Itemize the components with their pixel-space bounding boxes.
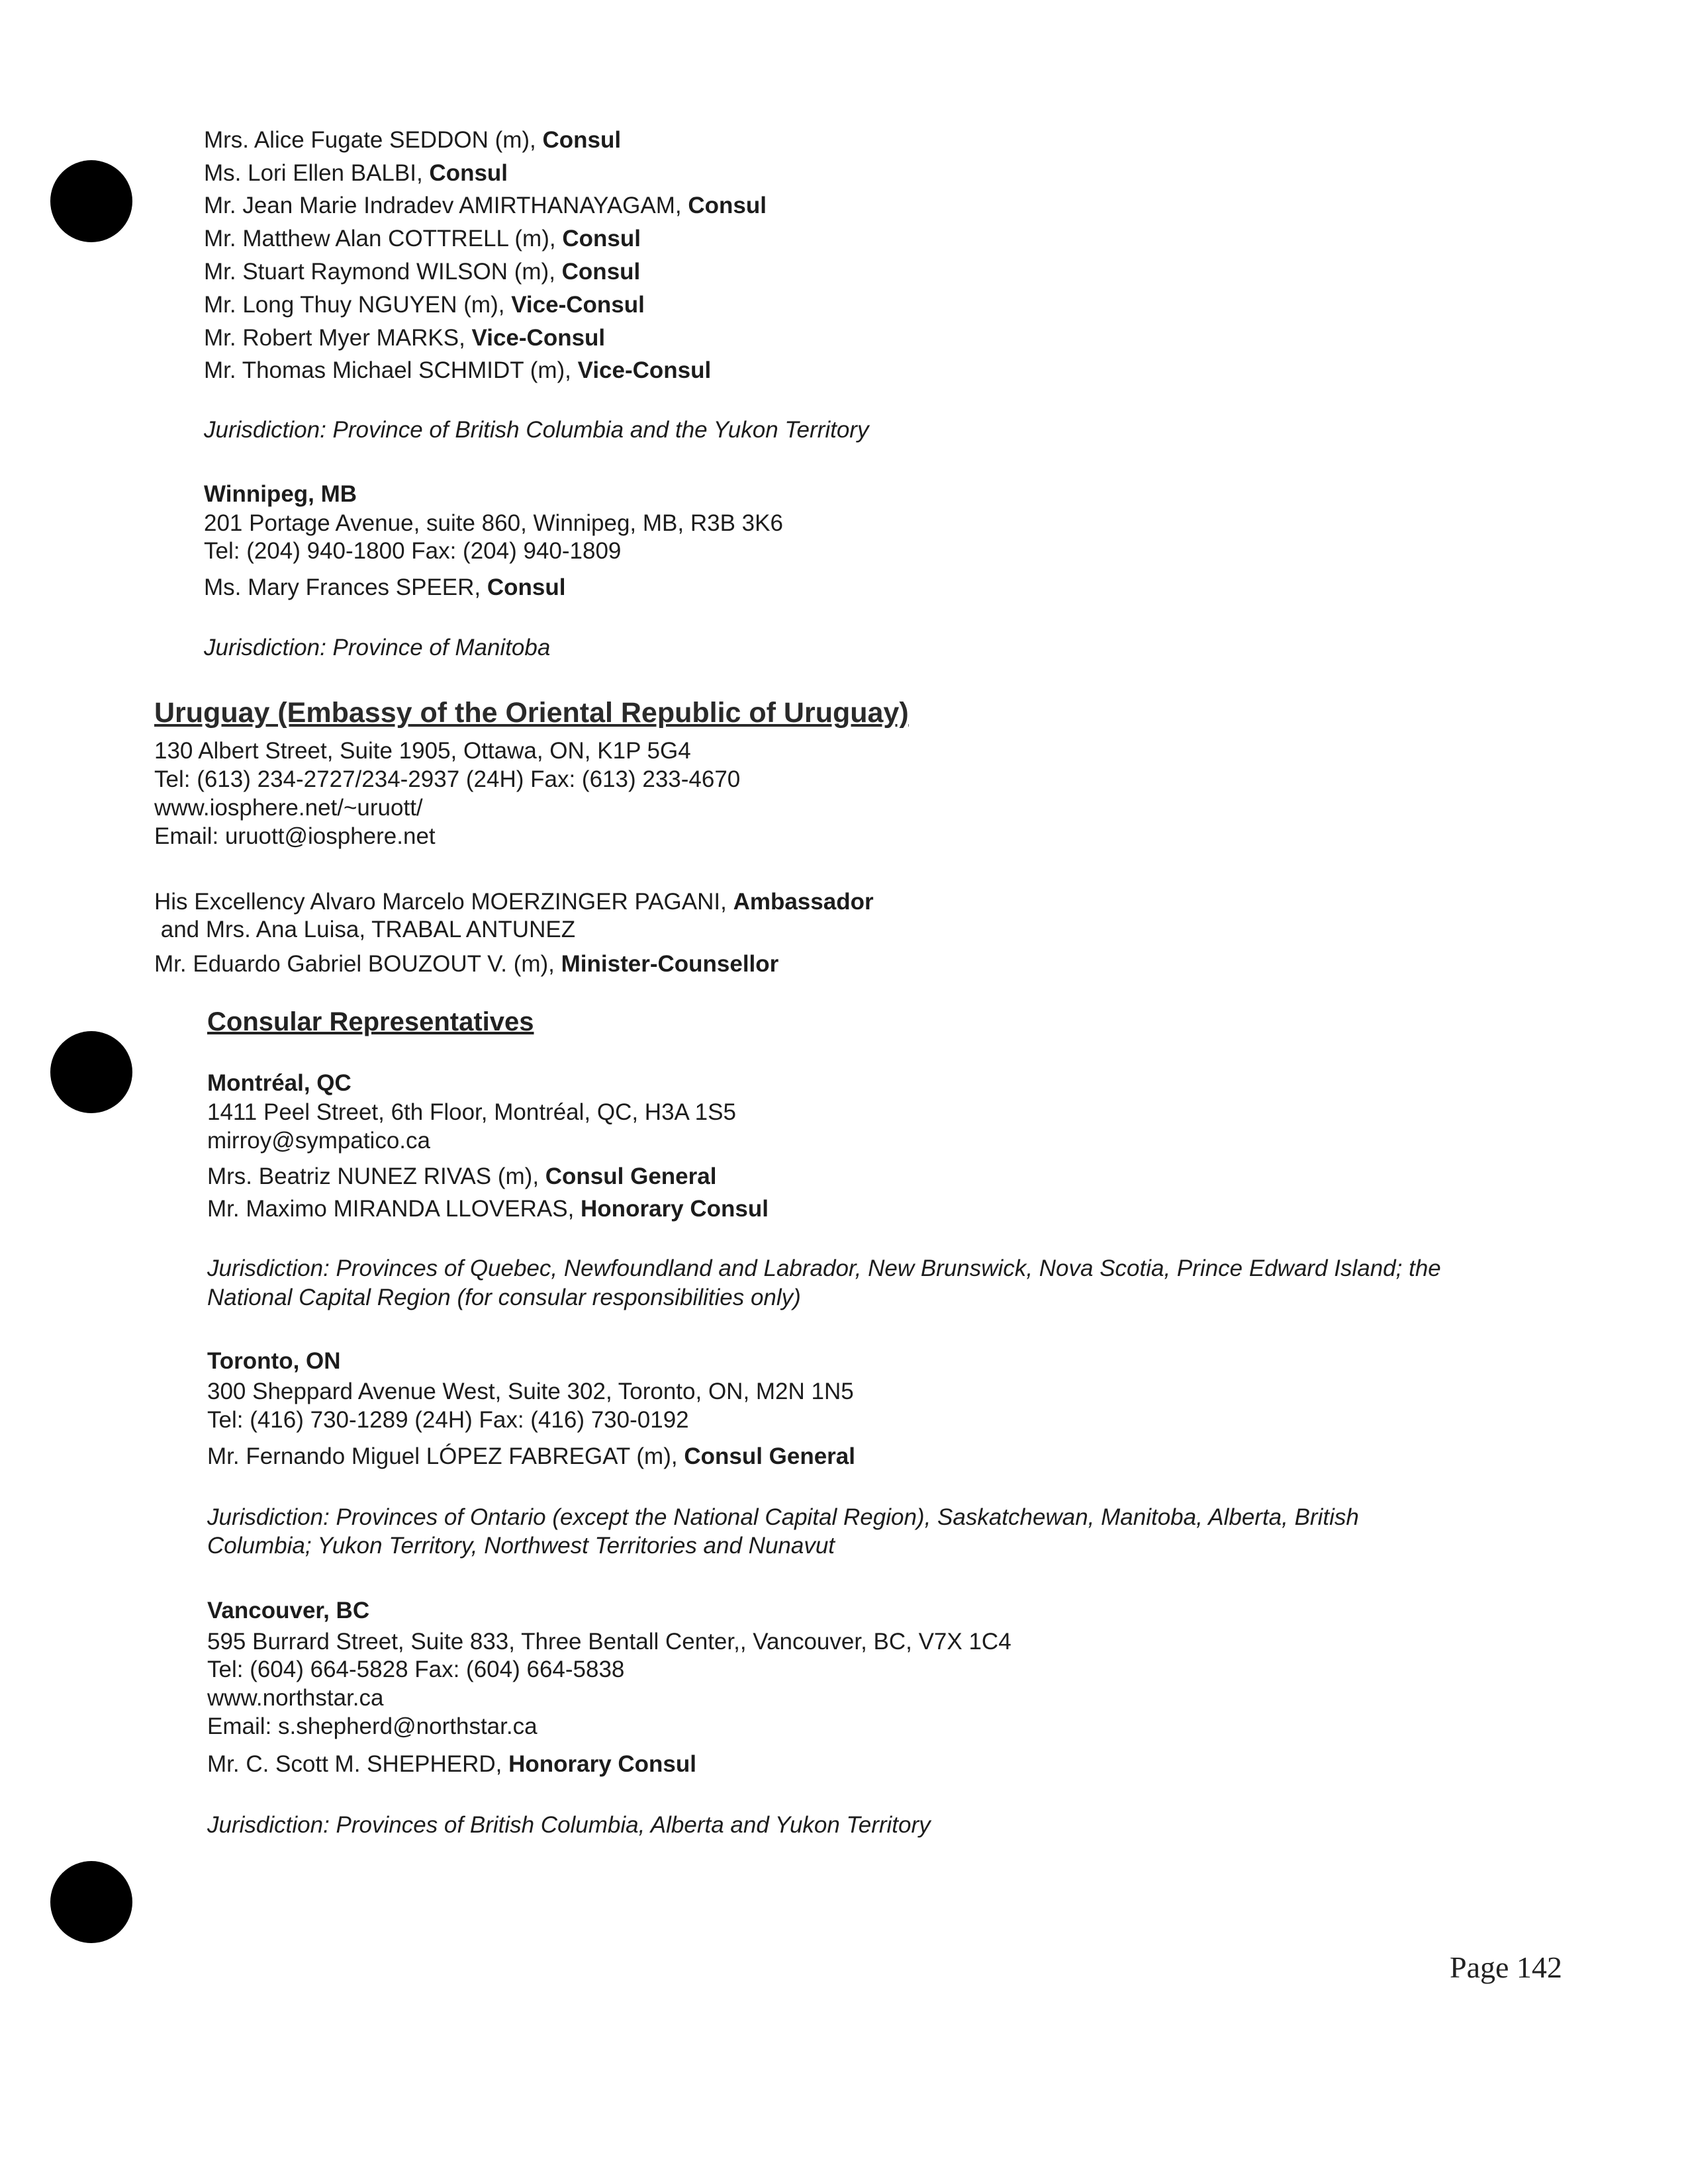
vancouver-phone: Tel: (604) 664-5828 Fax: (604) 664-5838 — [207, 1657, 625, 1682]
vancouver-city: Vancouver, BC — [207, 1598, 370, 1623]
punch-hole-middle — [50, 1031, 132, 1113]
vancouver-address: 595 Burrard Street, Suite 833, Three Bentall Center,, Vancouver, BC, V7X 1C4 — [207, 1629, 1011, 1655]
winnipeg-phone: Tel: (204) 940-1800 Fax: (204) 940-1809 — [204, 538, 622, 564]
consul-entry: Mrs. Alice Fugate SEDDON (m), Consul — [204, 127, 622, 153]
uruguay-ambassador: His Excellency Alvaro Marcelo MOERZINGER PAGANI, Ambassador — [154, 889, 874, 915]
toronto-address: 300 Sheppard Avenue West, Suite 302, Toronto, ON, M2N 1N5 — [207, 1379, 854, 1404]
toronto-jurisdiction-line2: Columbia; Yukon Territory, Northwest Territories and Nunavut — [207, 1533, 835, 1559]
montreal-email: mirroy@sympatico.ca — [207, 1128, 430, 1154]
vancouver-consulate-jurisdiction: Jurisdiction: Provinces of British Columbia, Alberta and Yukon Territory — [207, 1812, 931, 1838]
vancouver-website: www.northstar.ca — [207, 1685, 384, 1711]
uruguay-phone: Tel: (613) 234-2727/234-2937 (24H) Fax: (613) 233-4670 — [154, 766, 741, 792]
toronto-jurisdiction-line1: Jurisdiction: Provinces of Ontario (except the National Capital Region), Saskatchewan, Manitoba, Alberta, British — [207, 1504, 1359, 1530]
consular-representatives-heading: Consular Representatives — [207, 1007, 534, 1036]
montreal-city: Montréal, QC — [207, 1070, 352, 1096]
winnipeg-address: 201 Portage Avenue, suite 860, Winnipeg, MB, R3B 3K6 — [204, 510, 783, 536]
vancouver-email: Email: s.shepherd@northstar.ca — [207, 1713, 538, 1739]
punch-hole-bottom — [50, 1861, 132, 1943]
uruguay-spouse: and Mrs. Ana Luisa, TRABAL ANTUNEZ — [154, 917, 576, 942]
winnipeg-city: Winnipeg, MB — [204, 481, 357, 507]
consul-entry: Mr. Jean Marie Indradev AMIRTHANAYAGAM, Consul — [204, 193, 767, 218]
consul-entry: Mr. Long Thuy NGUYEN (m), Vice-Consul — [204, 292, 645, 318]
consul-entry: Mr. Robert Myer MARKS, Vice-Consul — [204, 325, 606, 351]
uruguay-counsellor: Mr. Eduardo Gabriel BOUZOUT V. (m), Minister-Counsellor — [154, 951, 779, 977]
toronto-city: Toronto, ON — [207, 1348, 341, 1374]
vancouver-jurisdiction: Jurisdiction: Province of British Columbia and the Yukon Territory — [204, 417, 869, 443]
consul-entry: Mr. Stuart Raymond WILSON (m), Consul — [204, 259, 641, 285]
uruguay-email: Email: uruott@iosphere.net — [154, 823, 436, 849]
montreal-jurisdiction-line1: Jurisdiction: Provinces of Quebec, Newfoundland and Labrador, New Brunswick, Nova Scotia, Prince Edward Island; the — [207, 1255, 1441, 1281]
winnipeg-officer: Ms. Mary Frances SPEER, Consul — [204, 574, 566, 600]
consul-entry: Mr. Matthew Alan COTTRELL (m), Consul — [204, 226, 641, 251]
uruguay-address: 130 Albert Street, Suite 1905, Ottawa, ON, K1P 5G4 — [154, 738, 691, 764]
page-number: Page 142 — [1450, 1950, 1562, 1984]
consul-entry: Mr. Thomas Michael SCHMIDT (m), Vice-Consul — [204, 357, 712, 383]
punch-hole-top — [50, 160, 132, 242]
winnipeg-jurisdiction: Jurisdiction: Province of Manitoba — [204, 635, 551, 660]
montreal-address: 1411 Peel Street, 6th Floor, Montréal, QC, H3A 1S5 — [207, 1099, 736, 1125]
uruguay-heading: Uruguay (Embassy of the Oriental Republic of Uruguay) — [154, 697, 909, 729]
montreal-officer: Mrs. Beatriz NUNEZ RIVAS (m), Consul General — [207, 1163, 717, 1189]
uruguay-website: www.iosphere.net/~uruott/ — [154, 795, 423, 821]
montreal-officer: Mr. Maximo MIRANDA LLOVERAS, Honorary Consul — [207, 1196, 769, 1222]
toronto-phone: Tel: (416) 730-1289 (24H) Fax: (416) 730-0192 — [207, 1407, 689, 1433]
vancouver-officer: Mr. C. Scott M. SHEPHERD, Honorary Consul — [207, 1751, 696, 1777]
toronto-officer: Mr. Fernando Miguel LÓPEZ FABREGAT (m), Consul General — [207, 1443, 855, 1469]
montreal-jurisdiction-line2: National Capital Region (for consular responsibilities only) — [207, 1285, 801, 1310]
consul-entry: Ms. Lori Ellen BALBI, Consul — [204, 160, 508, 186]
